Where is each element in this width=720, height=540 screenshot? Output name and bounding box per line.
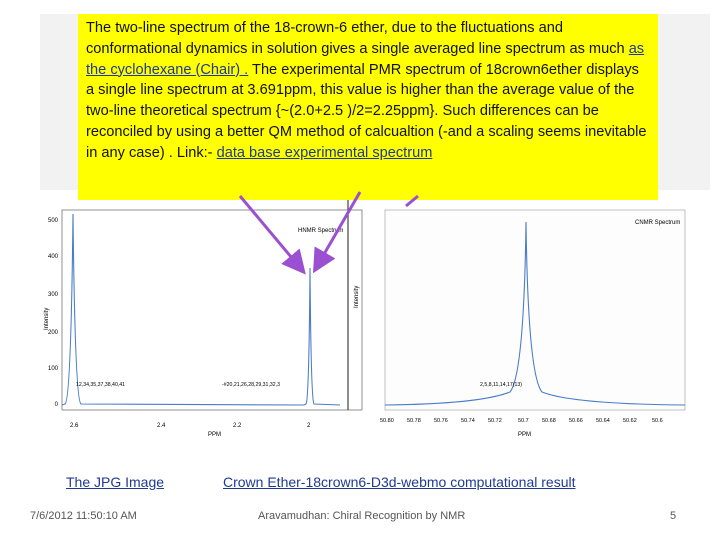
footer-date: 7/6/2012 11:50:10 AM	[30, 510, 137, 522]
webmo-result-link[interactable]: Crown Ether-18crown6-D3d-webmo computational result	[223, 474, 576, 490]
hnmr-xtick: 2.6	[70, 423, 79, 429]
hnmr-ytick: 0	[54, 402, 58, 408]
cnmr-title: CNMR Spectrum	[635, 220, 681, 226]
arrow	[240, 196, 302, 270]
cnmr-xtick: 50.74	[461, 418, 475, 424]
cnmr-xlabel: PPM	[518, 432, 532, 438]
cnmr-xtick: 50.80	[380, 418, 394, 424]
callout-text-1: The two-line spectrum of the 18-crown-6 ether, due to the fluctuations and conformational dynamics in solution gives a single averaged line spectrum as much	[86, 20, 629, 57]
hnmr-annotation: -#20,21,26,28,29,31,32,3	[222, 382, 280, 388]
cnmr-xtick: 50.62	[623, 418, 637, 424]
cnmr-xtick: 50.66	[569, 418, 583, 424]
slide-number: 5	[670, 510, 677, 522]
callout-text-2: The experimental PMR spectrum of 18crown6ether displays a single line spectrum at 3.691ppm, this value is higher than the average value of the two-line theoretical spectrum {~(2.0+2.5 )/2=2.25ppm}. Such differences can be reconciled by using a better QM method of calcualtion (-and a scaling seems inevitable in any case) . Link:-	[86, 61, 647, 161]
cnmr-xtick: 50.72	[488, 418, 502, 424]
hnmr-ytick: 400	[47, 254, 58, 260]
footer-center: Aravamudhan: Chiral Recognition by NMR	[258, 510, 466, 522]
cnmr-annotation: 2,5,8,11,14,17(13)	[480, 382, 523, 388]
arrow	[406, 196, 418, 206]
experimental-spectrum-link[interactable]: data base experimental spectrum	[216, 144, 433, 161]
hnmr-ytick: 500	[47, 218, 58, 224]
hnmr-xtick: 2	[307, 423, 311, 429]
cnmr-ylabel: Intensity	[354, 285, 360, 308]
hnmr-xlabel: PPM	[208, 432, 222, 438]
cnmr-xtick: 50.64	[596, 418, 610, 424]
hnmr-xtick: 2.2	[233, 423, 242, 429]
hnmr-annotation: 12,34,35,37,38,40,41	[76, 382, 126, 388]
cnmr-xtick: 50.68	[542, 418, 556, 424]
cnmr-xtick: 50.78	[407, 418, 421, 424]
cnmr-xtick: 50.76	[434, 418, 448, 424]
cyclohexane-link[interactable]: as the cyclohexane (Chair) .	[86, 40, 645, 78]
arrow	[316, 192, 360, 268]
cnmr-xtick: 50.6	[652, 418, 663, 424]
hnmr-ytick: 200	[47, 330, 58, 336]
hnmr-ytick: 300	[47, 292, 58, 298]
cnmr-xtick: 50.7	[518, 418, 529, 424]
hnmr-title: HNMR Spectrum	[298, 228, 344, 234]
hnmr-ytick: 100	[47, 366, 58, 372]
hnmr-xtick: 2.4	[157, 423, 166, 429]
jpg-image-link[interactable]: The JPG Image	[66, 474, 165, 490]
hnmr-ylabel: Intensity	[44, 307, 50, 330]
